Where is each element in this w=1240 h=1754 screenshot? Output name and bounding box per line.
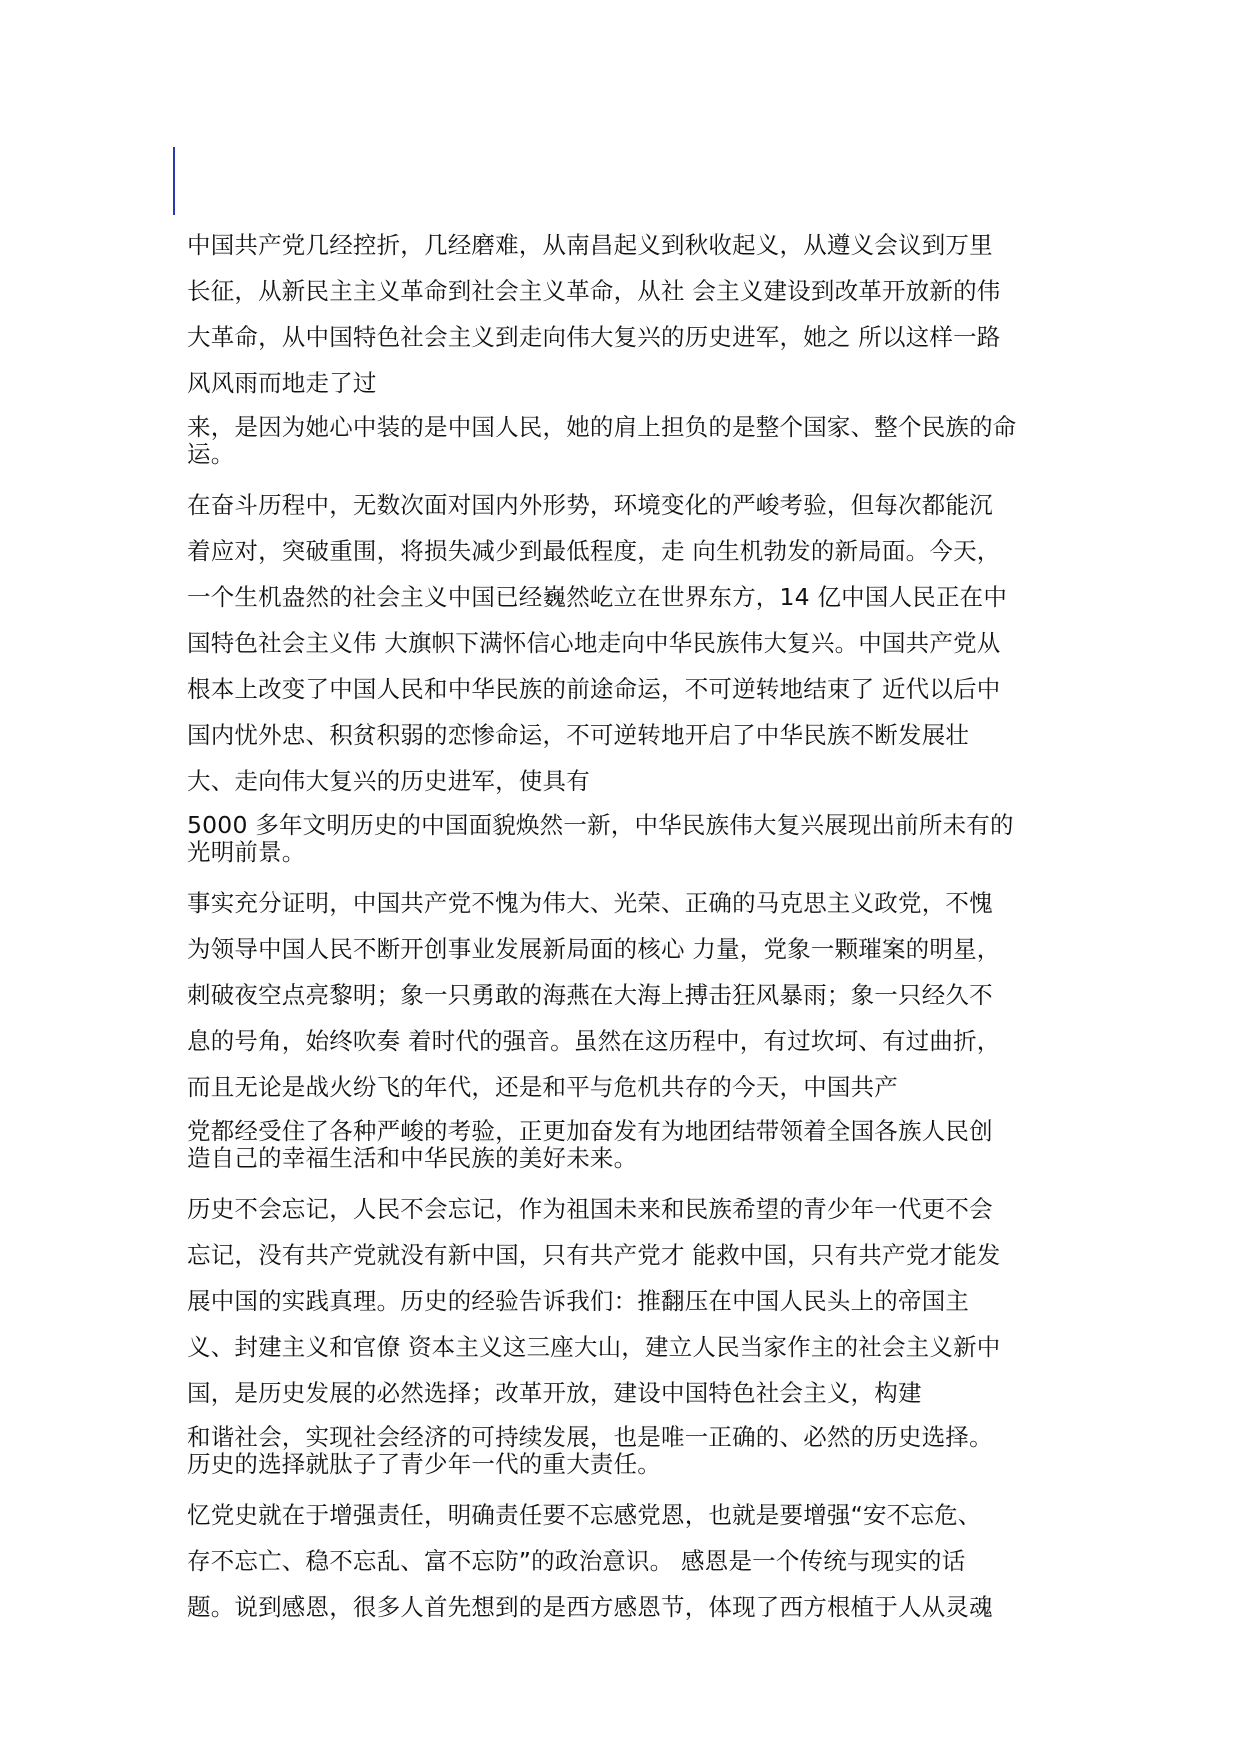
text-line: 历史的选择就肽子了青少年一代的重大责任。 (187, 1450, 661, 1478)
text-line: 题。说到感恩，很多人首先想到的是西方感恩节，体现了西方根植于人从灵魂 (187, 1593, 993, 1621)
text-line: 在奋斗历程中，无数次面对国内外形势，环境变化的严峻考验，但每次都能沉 (187, 491, 993, 519)
paragraph (187, 222, 1067, 406)
text-line: 来，是因为她心中装的是中国人民，她的肩上担负的是整个国家、整个民族的命 (187, 413, 1017, 441)
text-line: 义、封建主义和官僚 资本主义这三座大山，建立人民当家作主的社会主义新中 (187, 1333, 1001, 1361)
text-line: 大、走向伟大复兴的历史进军，使具有 (187, 767, 590, 795)
paragraph (187, 1492, 1067, 1630)
text-line: 风风雨而地走了过 (187, 369, 377, 397)
paragraph (187, 1118, 1067, 1172)
text-line: 光明前景。 (187, 838, 306, 866)
text-line: 大革命，从中国特色社会主义到走向伟大复兴的历史进军，她之 所以这样一路 (187, 323, 1001, 351)
text-line: 运。 (187, 440, 235, 468)
text-line: 国，是历史发展的必然选择；改革开放，建设中国特色社会主义，构建 (187, 1379, 922, 1407)
text-line: 国特色社会主义伟 大旗帜下满怀信心地走向中华民族伟大复兴。中国共产党从 (187, 629, 1001, 657)
text-line: 为领导中国人民不断开创事业发展新局面的核心 力量，党象一颗璀案的明星， (187, 935, 1001, 963)
paragraph (187, 1186, 1067, 1416)
text-line: 刺破夜空点亮黎明；象一只勇敢的海燕在大海上搏击狂风暴雨；象一只经久不 (187, 981, 993, 1009)
text-line: 事实充分证明，中国共产党不愧为伟大、光荣、正确的马克思主义政党，不愧 (187, 889, 993, 917)
text-line: 造自己的幸福生活和中华民族的美好未来。 (187, 1144, 638, 1172)
text-line: 一个生机盎然的社会主义中国已经巍然屹立在世界东方，14 亿中国人民正在中 (187, 583, 1008, 611)
text-line: 中国共产党几经控折，几经磨难，从南昌起义到秋收起义，从遵义会议到万里 (187, 231, 993, 259)
text-line: 息的号角，始终吹奏 着时代的强音。虽然在这历程中，有过坎坷、有过曲折， (187, 1027, 1001, 1055)
text-line: 着应对，突破重围，将损失减少到最低程度，走 向生机勃发的新局面。今天， (187, 537, 1001, 565)
text-line: 5000 多年文明历史的中国面貌焕然一新，中华民族伟大复兴展现出前所未有的 (187, 811, 1014, 839)
paragraph (187, 482, 1067, 804)
text-line: 长征，从新民主主义革命到社会主义革命，从社 会主义建设到改革开放新的伟 (187, 277, 1001, 305)
text-line: 而且无论是战火纷飞的年代，还是和平与危机共存的今天，中国共产 (187, 1073, 898, 1101)
text-line: 党都经受住了各种严峻的考验，正更加奋发有为地团结带领着全国各族人民创 (187, 1117, 993, 1145)
paragraph (187, 880, 1067, 1110)
paragraph (187, 414, 1067, 468)
document-body (187, 222, 1067, 1638)
text-line: 和谐社会，实现社会经济的可持续发展，也是唯一正确的、必然的历史选择。 (187, 1423, 993, 1451)
text-line: 展中国的实践真理。历史的经验告诉我们：推翻压在中国人民头上的帝国主 (187, 1287, 970, 1315)
text-line: 忘记，没有共产党就没有新中国，只有共产党才 能救中国，只有共产党才能发 (187, 1241, 1001, 1269)
text-line: 国内忧外忠、积贫积弱的恋惨命运，不可逆转地开启了中华民族不断发展壮 (187, 721, 970, 749)
text-cursor-bar (173, 147, 175, 215)
text-line: 根本上改变了中国人民和中华民族的前途命运，不可逆转地结束了 近代以后中 (187, 675, 1001, 703)
paragraph (187, 812, 1067, 866)
text-line: 忆党史就在于增强责任，明确责任要不忘感党恩，也就是要增强“安不忘危、 (187, 1501, 982, 1529)
text-line: 存不忘亡、稳不忘乱、富不忘防”的政治意识。 感恩是一个传统与现实的话 (187, 1547, 966, 1575)
paragraph (187, 1424, 1067, 1478)
text-line: 历史不会忘记，人民不会忘记，作为祖国未来和民族希望的青少年一代更不会 (187, 1195, 993, 1223)
